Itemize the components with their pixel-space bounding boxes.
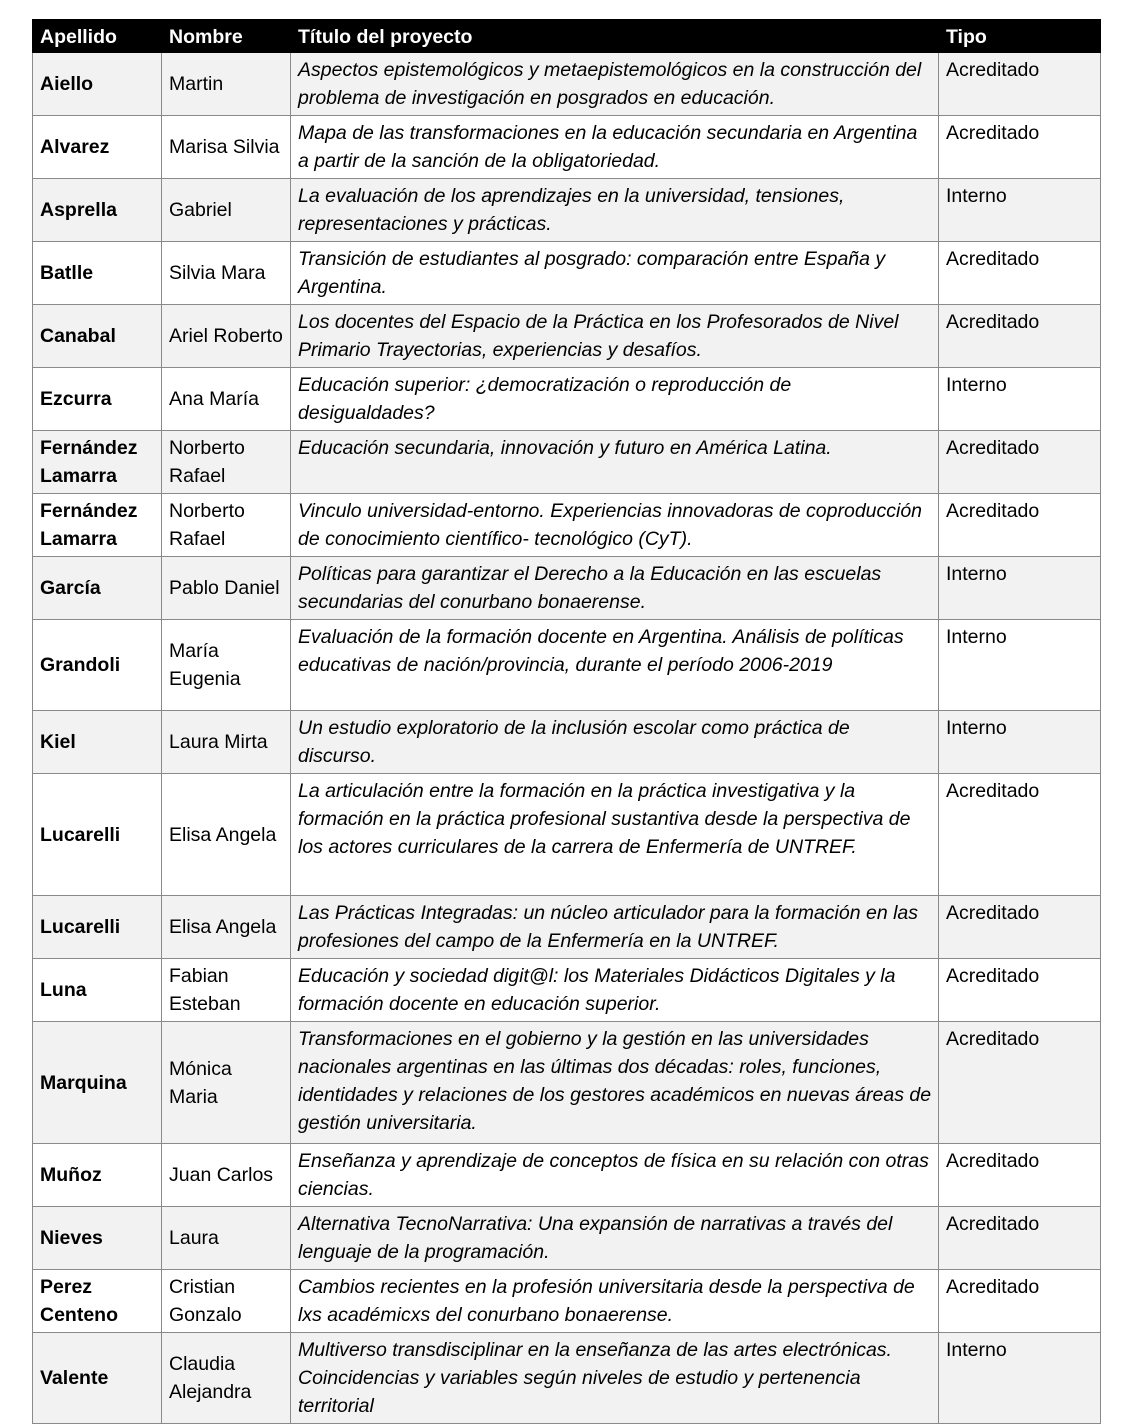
cell-apellido: Lucarelli xyxy=(33,774,162,896)
cell-tipo: Acreditado xyxy=(939,896,1101,959)
header-apellido: Apellido xyxy=(33,20,162,53)
cell-nombre: Pablo Daniel xyxy=(162,557,291,620)
cell-tipo: Acreditado xyxy=(939,494,1101,557)
cell-nombre: Elisa Angela xyxy=(162,896,291,959)
cell-tipo: Interno xyxy=(939,368,1101,431)
header-tipo: Tipo xyxy=(939,20,1101,53)
cell-tipo: Interno xyxy=(939,711,1101,774)
cell-titulo: Enseñanza y aprendizaje de conceptos de física en su relación con otras ciencias. xyxy=(291,1144,939,1207)
table-row xyxy=(33,1144,1101,1207)
cell-tipo: Acreditado xyxy=(939,1022,1101,1144)
cell-apellido: Perez Centeno xyxy=(33,1270,162,1333)
cell-tipo: Acreditado xyxy=(939,959,1101,1022)
table-row xyxy=(33,305,1101,368)
cell-apellido: Fernández Lamarra xyxy=(33,431,162,494)
table-row xyxy=(33,1333,1101,1424)
table-row xyxy=(33,53,1101,116)
cell-apellido: Marquina xyxy=(33,1022,162,1144)
cell-apellido: Fernández Lamarra xyxy=(33,494,162,557)
cell-apellido: Luna xyxy=(33,959,162,1022)
cell-tipo: Interno xyxy=(939,1333,1101,1424)
cell-titulo: Educación secundaria, innovación y futuro en América Latina. xyxy=(291,431,939,494)
cell-titulo: Transformaciones en el gobierno y la gestión en las universidades nacionales argentinas en las últimas dos décadas: roles, funciones, identidades y relaciones de los gestores académicos en nuevas áreas de gestión universitaria. xyxy=(291,1022,939,1144)
cell-nombre: Juan Carlos xyxy=(162,1144,291,1207)
cell-tipo: Acreditado xyxy=(939,1270,1101,1333)
table-body xyxy=(33,53,1101,1424)
cell-tipo: Interno xyxy=(939,557,1101,620)
table-row xyxy=(33,368,1101,431)
cell-nombre: Silvia Mara xyxy=(162,242,291,305)
table-row xyxy=(33,116,1101,179)
cell-nombre: Norberto Rafael xyxy=(162,431,291,494)
cell-nombre: Cristian Gonzalo xyxy=(162,1270,291,1333)
cell-tipo: Acreditado xyxy=(939,1207,1101,1270)
cell-apellido: Batlle xyxy=(33,242,162,305)
cell-apellido: Kiel xyxy=(33,711,162,774)
cell-tipo: Interno xyxy=(939,179,1101,242)
cell-titulo: Las Prácticas Integradas: un núcleo articulador para la formación en las profesiones del campo de la Enfermería en la UNTREF. xyxy=(291,896,939,959)
cell-titulo: Cambios recientes en la profesión universitaria desde la perspectiva de lxs académicxs del conurbano bonaerense. xyxy=(291,1270,939,1333)
cell-titulo: La articulación entre la formación en la práctica investigativa y la formación en la práctica profesional sustantiva desde la perspectiva de los actores curriculares de la carrera de Enfermería de UNTREF. xyxy=(291,774,939,896)
cell-apellido: Muñoz xyxy=(33,1144,162,1207)
cell-titulo: Mapa de las transformaciones en la educación secundaria en Argentina a partir de la sanción de la obligatoriedad. xyxy=(291,116,939,179)
cell-tipo: Acreditado xyxy=(939,431,1101,494)
table-row xyxy=(33,774,1101,896)
cell-apellido: Alvarez xyxy=(33,116,162,179)
cell-titulo: Evaluación de la formación docente en Argentina. Análisis de políticas educativas de nación/provincia, durante el período 2006-2019 xyxy=(291,620,939,711)
projects-table xyxy=(32,19,1101,1424)
cell-nombre: Laura Mirta xyxy=(162,711,291,774)
cell-nombre: Elisa Angela xyxy=(162,774,291,896)
cell-apellido: Grandoli xyxy=(33,620,162,711)
cell-tipo: Acreditado xyxy=(939,242,1101,305)
cell-tipo: Acreditado xyxy=(939,53,1101,116)
header-row xyxy=(33,20,1101,53)
cell-nombre: Mónica Maria xyxy=(162,1022,291,1144)
header-nombre: Nombre xyxy=(162,20,291,53)
table-row xyxy=(33,711,1101,774)
cell-titulo: Políticas para garantizar el Derecho a la Educación en las escuelas secundarias del conurbano bonaerense. xyxy=(291,557,939,620)
cell-apellido: García xyxy=(33,557,162,620)
table-row xyxy=(33,494,1101,557)
table-row xyxy=(33,1022,1101,1144)
cell-tipo: Interno xyxy=(939,620,1101,711)
cell-nombre: Claudia Alejandra xyxy=(162,1333,291,1424)
cell-titulo: Los docentes del Espacio de la Práctica en los Profesorados de Nivel Primario Trayectorias, experiencias y desafíos. xyxy=(291,305,939,368)
cell-tipo: Acreditado xyxy=(939,305,1101,368)
table-row xyxy=(33,179,1101,242)
cell-nombre: Fabian Esteban xyxy=(162,959,291,1022)
cell-nombre: Martin xyxy=(162,53,291,116)
table-row xyxy=(33,242,1101,305)
cell-apellido: Ezcurra xyxy=(33,368,162,431)
table-row xyxy=(33,1207,1101,1270)
table-row xyxy=(33,959,1101,1022)
header-titulo: Título del proyecto xyxy=(291,20,939,53)
cell-apellido: Lucarelli xyxy=(33,896,162,959)
table-row xyxy=(33,557,1101,620)
cell-apellido: Aiello xyxy=(33,53,162,116)
cell-titulo: La evaluación de los aprendizajes en la universidad, tensiones, representaciones y prácticas. xyxy=(291,179,939,242)
cell-nombre: Ariel Roberto xyxy=(162,305,291,368)
cell-titulo: Un estudio exploratorio de la inclusión escolar como práctica de discurso. xyxy=(291,711,939,774)
cell-titulo: Transición de estudiantes al posgrado: comparación entre España y Argentina. xyxy=(291,242,939,305)
cell-tipo: Acreditado xyxy=(939,774,1101,896)
cell-apellido: Asprella xyxy=(33,179,162,242)
cell-apellido: Canabal xyxy=(33,305,162,368)
table-row xyxy=(33,1270,1101,1333)
table-row xyxy=(33,620,1101,711)
cell-nombre: Gabriel xyxy=(162,179,291,242)
cell-titulo: Vinculo universidad-entorno. Experiencias innovadoras de coproducción de conocimiento científico- tecnológico (CyT). xyxy=(291,494,939,557)
cell-titulo: Educación superior: ¿democratización o reproducción de desigualdades? xyxy=(291,368,939,431)
cell-titulo: Multiverso transdisciplinar en la enseñanza de las artes electrónicas. Coincidencias y variables según niveles de estudio y pertenencia territorial xyxy=(291,1333,939,1424)
cell-apellido: Nieves xyxy=(33,1207,162,1270)
cell-titulo: Alternativa TecnoNarrativa: Una expansión de narrativas a través del lenguaje de la programación. xyxy=(291,1207,939,1270)
cell-nombre: Norberto Rafael xyxy=(162,494,291,557)
cell-nombre: Laura xyxy=(162,1207,291,1270)
cell-tipo: Acreditado xyxy=(939,1144,1101,1207)
cell-nombre: Ana María xyxy=(162,368,291,431)
table-row xyxy=(33,896,1101,959)
cell-nombre: María Eugenia xyxy=(162,620,291,711)
cell-nombre: Marisa Silvia xyxy=(162,116,291,179)
table-row xyxy=(33,431,1101,494)
cell-titulo: Educación y sociedad digit@l: los Materiales Didácticos Digitales y la formación docente en educación superior. xyxy=(291,959,939,1022)
cell-titulo: Aspectos epistemológicos y metaepistemológicos en la construcción del problema de investigación en posgrados en educación. xyxy=(291,53,939,116)
cell-tipo: Acreditado xyxy=(939,116,1101,179)
cell-apellido: Valente xyxy=(33,1333,162,1424)
